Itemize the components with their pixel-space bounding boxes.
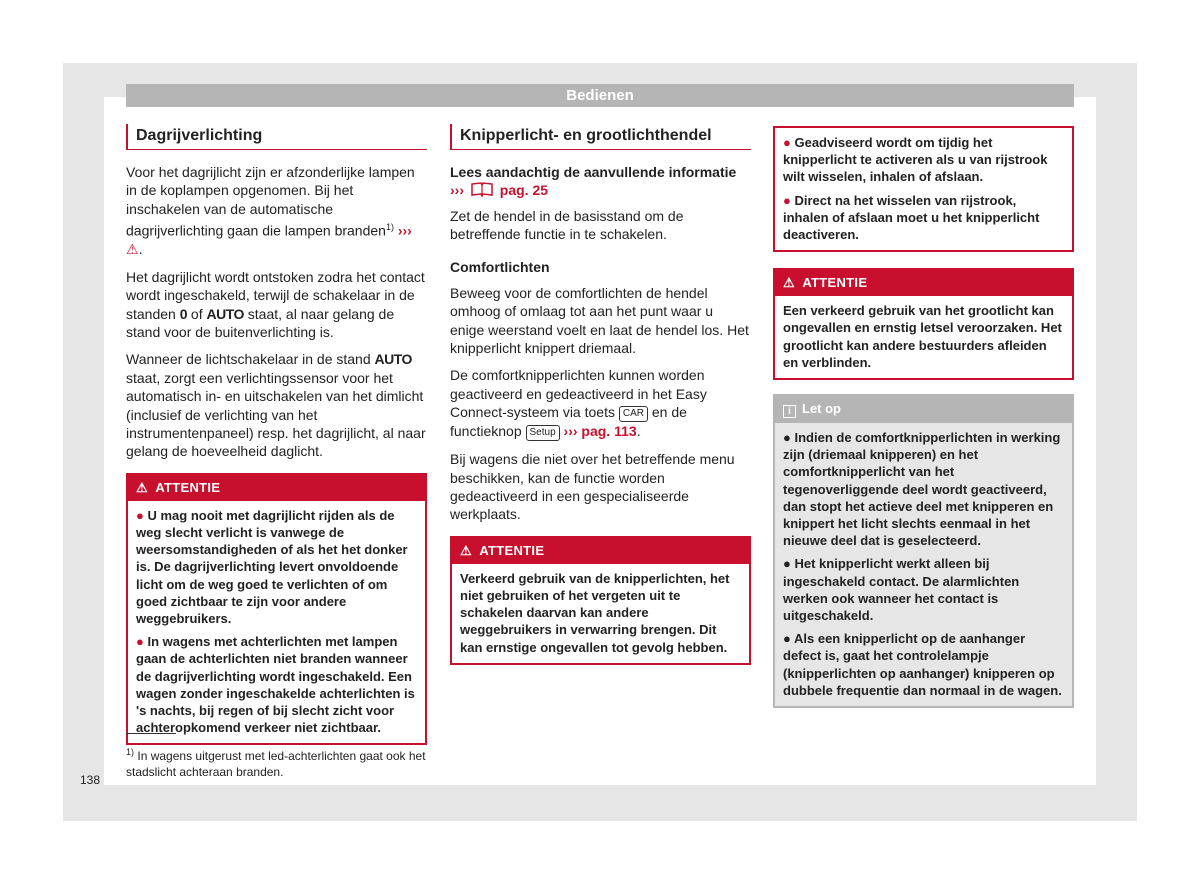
footnote-ref[interactable]: 1) <box>385 222 394 233</box>
page-number: 138 <box>80 773 101 787</box>
link-arrows[interactable]: ››› <box>563 423 578 440</box>
column-daytime-lights <box>126 124 427 745</box>
paragraph: Beweeg voor de comfortlichten de hendel omhoog of omlaag tot aan het punt waar u enige weerstand voelt en laat de hendel los. Het knipperlicht knippert driemaal. <box>450 284 749 357</box>
note-body <box>775 423 1072 706</box>
warning-triangle-icon: ⚠ <box>783 275 795 291</box>
column-indicator-stalk <box>450 124 751 665</box>
footnote: $^{1)}$ In wagens uitgerust met led-achterlichten gaat ook het stadslicht achteraan branden. <box>126 747 426 779</box>
note-item: ● Als een knipperlicht op de aanhanger defect is, gaat het controlelampje (knipperlichten op aanhanger) knipperen op dubbele frequentie dan normaal in de wagen. <box>783 631 1062 698</box>
warning-body <box>775 128 1072 250</box>
info-icon: i <box>783 405 796 418</box>
paragraph: Bij wagens die niet over het betreffende menu beschikken, kan de functie worden gedeactiveerd in een gespecialiseerde werkplaats. <box>450 451 735 523</box>
warning-box <box>773 268 1074 380</box>
warning-body <box>128 501 425 744</box>
subheading: Comfortlichten <box>450 258 550 275</box>
warning-header: ⚠ ATTENTIE <box>128 475 425 501</box>
warning-item: ● In wagens met achterlichten met lampen gaan de achterlichten niet branden wanneer de dagrijverlichting wordt ingeschakeld. Een wagen zonder ingeschakelde achterlichten is 's nachts, bij regen of bij slecht zicht voor achteropkomend verkeer niet zichtbaar. <box>136 634 415 736</box>
paragraph: De comfortknipperlichten kunnen worden geactiveerd en gedeactiveerd in het Easy Connect-systeem via toets CAR en de functieknop Setup ››› pag. 113. <box>450 367 707 440</box>
warning-header: ⚠ ATTENTIE <box>452 538 749 564</box>
note-box <box>773 394 1074 708</box>
warning-box <box>126 473 427 746</box>
section-header: Bedienen <box>126 84 1074 107</box>
warning-triangle-icon[interactable]: ⚠ <box>126 241 139 258</box>
page-ref-link[interactable]: pag. 25 <box>499 182 549 198</box>
switch-position-auto: AUTO <box>374 351 412 368</box>
warning-triangle-icon: ⚠ <box>136 479 148 495</box>
warning-box-continued <box>773 126 1074 252</box>
warning-body: Verkeerd gebruik van de knipperlichten, het niet gebruiken of het vergeten uit te schakelen daarvan kan andere weggebruikers in verwarring brengen. Dit kan ernstige ongevallen tot gevolg hebben. <box>460 570 730 655</box>
setup-key-button: Setup <box>526 425 560 441</box>
paragraph: Wanneer de lichtschakelaar in de stand AUTO staat, zorgt een verlichtingssensor voor het automatisch in- en uitschakelen van het dimlicht (inclusief de verlichting van het instrumentenpaneel) resp. het dagrijlicht, al naar gelang de hoeveelheid daglicht. <box>126 351 426 460</box>
note-item: ● Indien de comfortknipperlichten in werking zijn (driemaal knipperen) en het comfortknipperlicht van het tegenoverliggende deel wordt geactiveerd, dan stopt het actieve deel met knipperen en knippert het licht slechts eenmaal in het nieuwe deel dat is geselecteerd. <box>783 430 1061 549</box>
section-title: Dagrijverlichting <box>126 124 427 150</box>
car-key-button: CAR <box>619 406 648 422</box>
warning-header: ⚠ ATTENTIE <box>775 270 1072 296</box>
paragraph: Voor het dagrijlicht zijn er afzonderlijke lampen in de koplampen opgenomen. Bij het inschakelen van de automatische dagrijverlichting gaan die lampen branden$^{1)}$ ››› ⚠. <box>126 164 415 258</box>
warning-body: Een verkeerd gebruik van het grootlicht kan ongevallen en ernstig letsel veroorzaken. Het grootlicht kan andere bestuurders afleiden en verblinden. <box>783 303 1062 370</box>
warning-item: ● Direct na het wisselen van rijstrook, inhalen of afslaan moet u het knipperlicht deactiveren. <box>783 192 1040 243</box>
column-warnings <box>773 124 1074 708</box>
warning-box <box>450 536 751 665</box>
note-header: i Let op <box>775 396 1072 423</box>
section-title: Knipperlicht- en grootlichthendel <box>450 124 751 150</box>
paragraph: Het dagrijlicht wordt ontstoken zodra het contact wordt ingeschakeld, terwijl de schakelaar in de standen 0 of AUTO staat, al naar gelang de stand voor de buitenverlichting is. <box>126 268 425 340</box>
switch-position-0: 0 <box>179 305 188 322</box>
warning-triangle-icon: ⚠ <box>460 542 472 558</box>
read-info: Lees aandachtig de aanvullende informatie ››› pag. 25 <box>450 164 737 198</box>
warning-item: ● U mag nooit met dagrijlicht rijden als de weg slecht verlicht is vanwege de weersomstandigheden of als het het donker is. De dagrijverlichting levert onvoldoende licht om de weg goed te verlichten of om goed zichtbaar te zijn voor andere weggebruikers. <box>136 507 408 626</box>
link-arrows[interactable]: ››› <box>450 182 464 198</box>
page-ref-link[interactable]: pag. 113 <box>581 423 637 440</box>
warning-item: ● Geadviseerd wordt om tijdig het knipperlicht te activeren als u van rijstrook wilt wisselen, inhalen of afslaan. <box>783 135 1048 185</box>
book-icon[interactable] <box>470 181 494 197</box>
note-item: ● Het knipperlicht werkt alleen bij ingeschakeld contact. De alarmlichten werken ook wanneer het contact is uitgeschakeld. <box>783 556 1020 624</box>
link-arrows[interactable]: ››› <box>397 222 412 239</box>
switch-position-auto: AUTO <box>206 305 244 322</box>
footnote-divider <box>126 733 176 734</box>
paragraph: Zet de hendel in de basisstand om de betreffende functie in te schakelen. <box>450 208 684 243</box>
